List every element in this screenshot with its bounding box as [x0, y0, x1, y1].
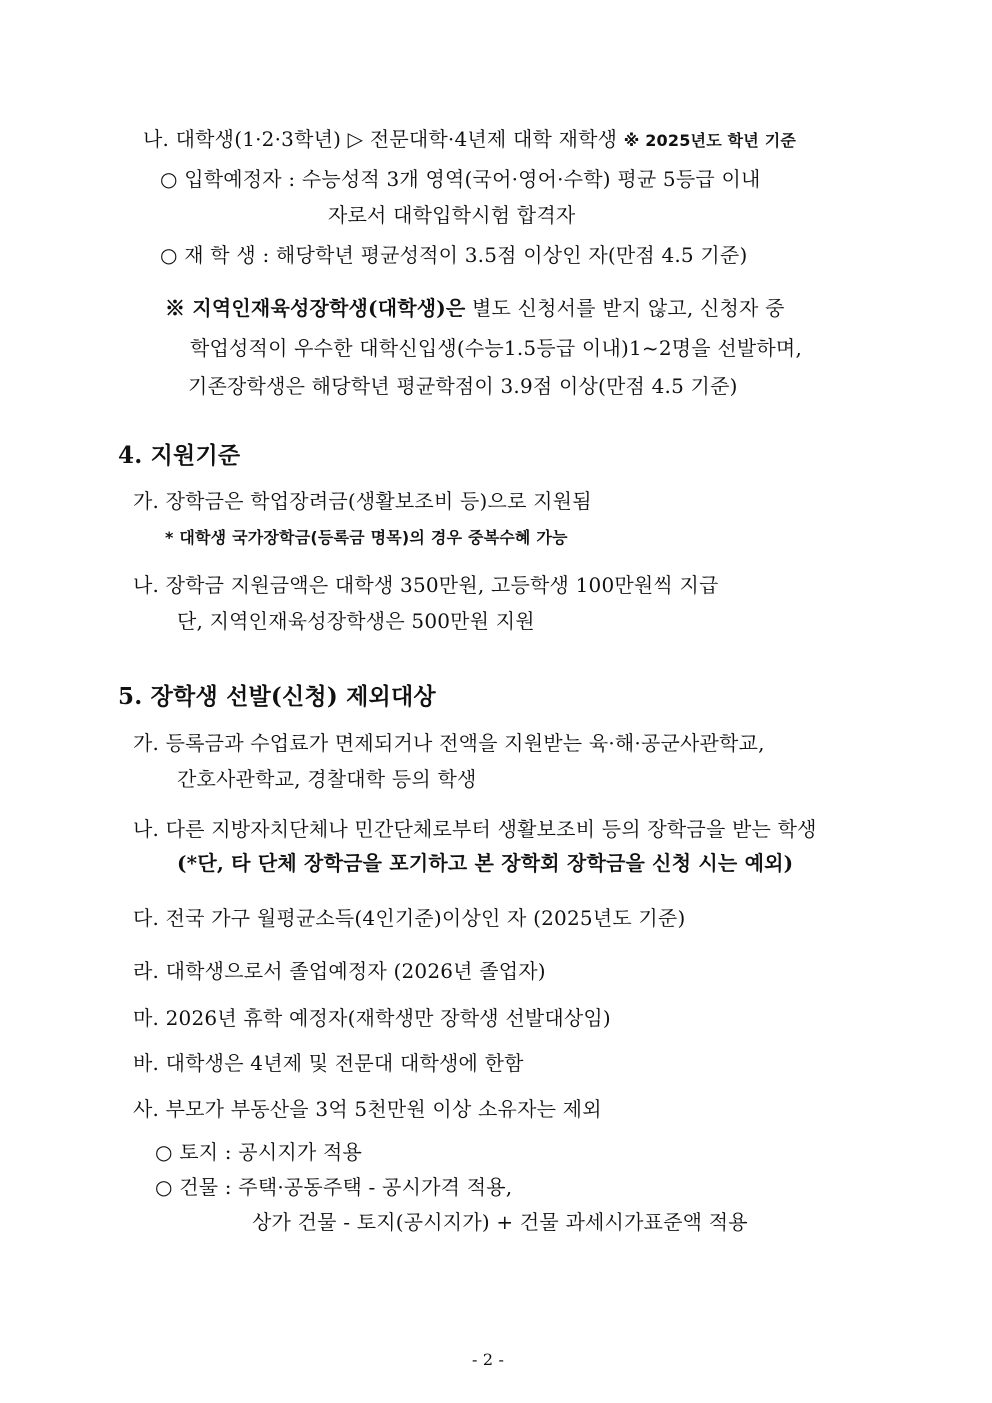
section5-item-ba: 바. 대학생은 4년제 및 전문대 대학생에 한함 — [133, 1051, 524, 1075]
item-note: ※ 2025년도 학년 기준 — [623, 131, 797, 150]
item-text: 나. 대학생(1·2·3학년) ▷ 전문대학·4년제 대학 재학생 — [143, 127, 624, 151]
section5-item-na-exception: (*단, 타 단체 장학금을 포기하고 본 장학회 장학금을 신청 시는 예외) — [177, 851, 794, 875]
regional-talent-note — [165, 294, 785, 322]
section5-item-da: 다. 전국 가구 월평균소득(4인기준)이상인 자 (2025년도 기준) — [133, 906, 686, 930]
bullet-building-cont: 상가 건물 - 토지(공시지가) + 건물 과세시가표준액 적용 — [252, 1210, 748, 1234]
section3-item-na — [143, 125, 796, 155]
section4-item-na: 나. 장학금 지원금액은 대학생 350만원, 고등학생 100만원씩 지급 — [133, 573, 719, 597]
bullet-enrolled-criteria: ○ 재 학 생 : 해당학년 평균성적이 3.5점 이상인 자(만점 4.5 기준) — [160, 243, 748, 267]
section4-item-ga: 가. 장학금은 학업장려금(생활보조비 등)으로 지원됨 — [133, 489, 592, 513]
section4-heading: 4. 지원기준 — [118, 442, 241, 469]
page-number: - 2 - — [472, 1350, 505, 1369]
regional-talent-note-line3: 기존장학생은 해당학년 평균학점이 3.9점 이상(만점 4.5 기준) — [188, 374, 738, 398]
bullet-entrant-criteria-cont: 자로서 대학입학시험 합격자 — [328, 203, 576, 227]
note-bold: ※ 지역인재육성장학생(대학생)은 — [165, 296, 466, 320]
regional-talent-note-line2: 학업성적이 우수한 대학신입생(수능1.5등급 이내)1~2명을 선발하며, — [190, 336, 803, 360]
section4-item-na-cont: 단, 지역인재육성장학생은 500만원 지원 — [177, 609, 535, 633]
bullet-land: ○ 토지 : 공시지가 적용 — [155, 1140, 362, 1164]
section4-item-ga-note: * 대학생 국가장학금(등록금 명목)의 경우 중복수혜 가능 — [165, 528, 568, 547]
note-rest: 별도 신청서를 받지 않고, 신청자 중 — [465, 296, 785, 320]
section5-heading: 5. 장학생 선발(신청) 제외대상 — [118, 683, 436, 710]
bullet-building: ○ 건물 : 주택·공동주택 - 공시가격 적용, — [155, 1175, 513, 1199]
section5-item-ga-cont: 간호사관학교, 경찰대학 등의 학생 — [177, 767, 477, 791]
section5-item-ra: 라. 대학생으로서 졸업예정자 (2026년 졸업자) — [133, 959, 546, 983]
bullet-entrant-criteria: ○ 입학예정자 : 수능성적 3개 영역(국어·영어·수학) 평균 5등급 이내 — [160, 167, 761, 191]
section5-item-na: 나. 다른 지방자치단체나 민간단체로부터 생활보조비 등의 장학금을 받는 학생 — [133, 817, 817, 841]
section5-item-ga: 가. 등록금과 수업료가 면제되거나 전액을 지원받는 육·해·공군사관학교, — [133, 731, 765, 755]
section5-item-sa: 사. 부모가 부동산을 3억 5천만원 이상 소유자는 제외 — [133, 1097, 602, 1121]
section5-item-ma: 마. 2026년 휴학 예정자(재학생만 장학생 선발대상임) — [133, 1006, 611, 1030]
